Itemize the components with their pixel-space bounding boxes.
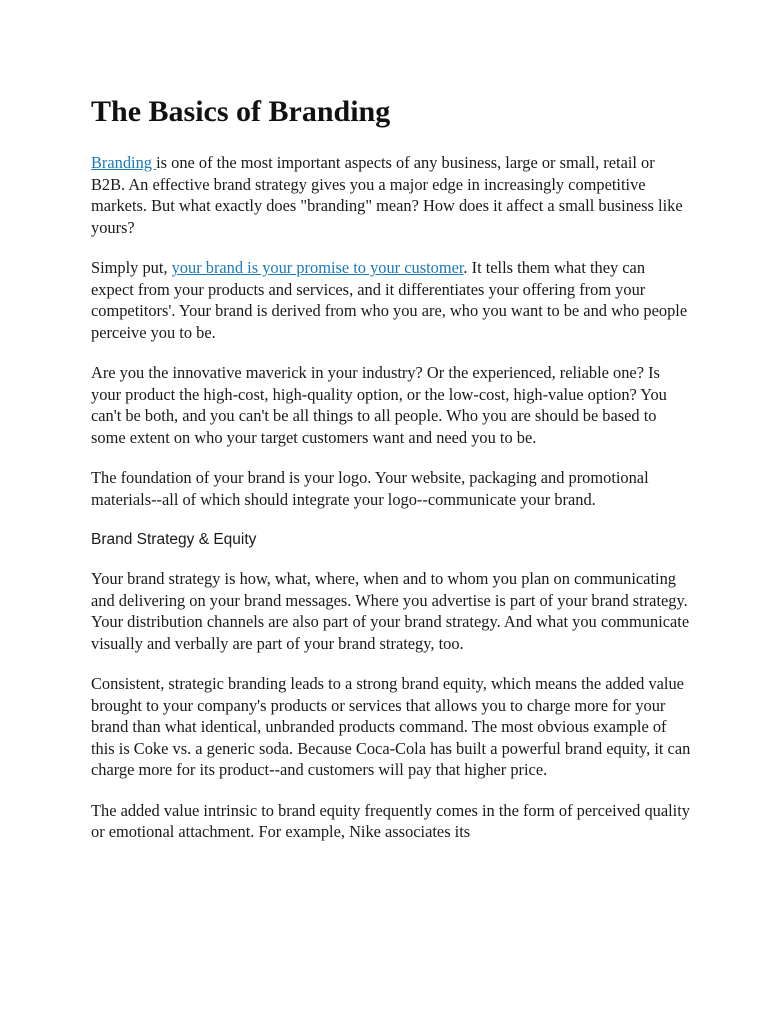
brand-promise-link[interactable]: your brand is your promise to your customer (171, 258, 464, 277)
document-body (91, 92, 691, 862)
paragraph-intro-text: is one of the most important aspects of any business, large or small, retail or B2B. An effective brand strategy gives you a major edge in increasingly competitive markets. But what exactly does "branding" mean? How does it affect a small business like yours? (91, 153, 683, 237)
paragraph-equity: Consistent, strategic branding leads to a strong brand equity, which means the added value brought to your company's products or services that allows you to charge more for your brand than what identical, unbranded products command. The most obvious example of this is Coke vs. a generic soda. Because Coca-Cola has built a powerful brand equity, it can charge more for its product--and customers will pay that higher price. (91, 674, 691, 779)
paragraph-strategy: Your brand strategy is how, what, where, when and to whom you plan on communicating and delivering on your brand messages. Where you advertise is part of your brand strategy. Your distribution channels are also part of your brand strategy. And what you communicate visually and verbally are part of your brand strategy, too. (91, 569, 690, 653)
paragraph-promise-text: . It tells them what they can expect from your products and services, and it differentiates your offering from your competitors'. Your brand is derived from who you are, who you want to be and who people perceive you to be. (91, 258, 688, 342)
branding-link[interactable]: Branding (91, 153, 157, 172)
paragraph-promise (91, 257, 691, 343)
section-heading: Brand Strategy & Equity (91, 531, 257, 548)
paragraph-intro (91, 152, 691, 238)
paragraph-logo: The foundation of your brand is your logo. Your website, packaging and promotional materials--all of which should integrate your logo--communicate your brand. (91, 468, 649, 509)
paragraph-maverick: Are you the innovative maverick in your industry? Or the experienced, reliable one? Is your product the high-cost, high-quality option, or the low-cost, high-value option? You can't be both, and you can't be all things to all people. Who you are should be based to some extent on who your target customers want and need you to be. (91, 363, 667, 447)
paragraph-promise-prefix: Simply put, (91, 258, 172, 277)
paragraph-added-value: The added value intrinsic to brand equity frequently comes in the form of perceived quality or emotional attachment. For example, Nike associates its (91, 800, 690, 841)
page-title: The Basics of Branding (91, 95, 391, 128)
